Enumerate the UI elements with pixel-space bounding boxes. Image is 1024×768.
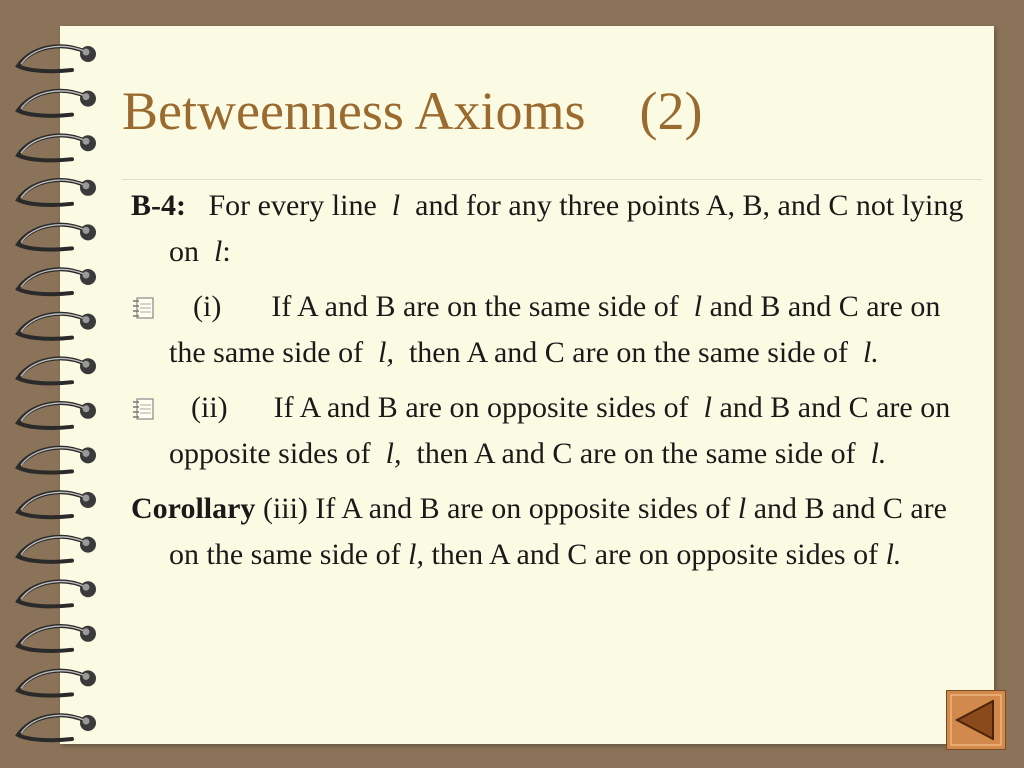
spiral-ring-icon (18, 224, 96, 249)
title-divider (122, 179, 982, 180)
spiral-ring-icon (18, 46, 96, 71)
line-symbol: l (737, 492, 747, 525)
spiral-ring-icon (18, 269, 96, 294)
item-text: then A and C are on the same side of (408, 336, 849, 369)
corollary-text: then A and C are on opposite sides of (431, 538, 879, 571)
spiral-ring-icon (18, 537, 96, 562)
list-item-i (131, 284, 976, 376)
line-symbol: l, (378, 336, 394, 369)
spiral-ring-icon (18, 626, 96, 651)
item-text: If A and B are on the same side of (271, 290, 679, 323)
line-symbol: l (214, 235, 223, 268)
item-text: If A and B are on opposite sides of (273, 391, 689, 424)
line-symbol: l (693, 290, 703, 323)
spiral-ring-icon (18, 715, 96, 740)
line-symbol: l. (863, 336, 879, 369)
corollary (131, 486, 976, 578)
spiral-ring-icon (18, 314, 96, 339)
axiom-text: : (222, 235, 231, 268)
previous-slide-button[interactable] (946, 690, 1006, 750)
line-symbol: l, (385, 437, 402, 470)
line-symbol: l, (408, 538, 424, 571)
axiom-text: For every line (208, 189, 377, 222)
slide-title: Betweenness Axioms (2) (122, 81, 703, 141)
item-text: and B and C are on opposite sides of (169, 391, 951, 470)
axiom-label: B-4: (131, 189, 186, 222)
line-symbol: l (391, 189, 401, 222)
line-symbol: l (703, 391, 712, 424)
list-item-ii (131, 385, 976, 477)
item-text: and B and C are on the same side of (169, 290, 941, 369)
corollary-text: (iii) If A and B are on opposite sides of (262, 492, 731, 525)
previous-arrow-icon (947, 691, 1005, 749)
spiral-ring-icon (18, 358, 96, 383)
spiral-ring-icon (18, 180, 96, 205)
slide-body (131, 183, 976, 578)
notebook-icon (131, 397, 157, 421)
item-text: then A and C are on the same side of (416, 437, 856, 470)
spiral-ring-icon (18, 670, 96, 695)
corollary-text: and B and C are on the same side of (169, 492, 947, 571)
spiral-ring-icon (18, 135, 96, 160)
item-marker: (i) (193, 290, 222, 323)
spiral-ring-icon (18, 447, 96, 472)
axiom-b4 (131, 183, 976, 275)
axiom-text: and for any three points A, B, and C not lying on (169, 189, 964, 268)
spiral-ring-icon (18, 492, 96, 517)
spiral-ring-icon (18, 91, 96, 116)
spiral-binding (0, 0, 110, 768)
notebook-icon (131, 296, 157, 320)
line-symbol: l. (885, 538, 902, 571)
spiral-ring-icon (18, 581, 96, 606)
item-marker: (ii) (191, 391, 228, 424)
corollary-label: Corollary (131, 492, 256, 525)
spiral-ring-icon (18, 403, 96, 428)
line-symbol: l. (870, 437, 887, 470)
